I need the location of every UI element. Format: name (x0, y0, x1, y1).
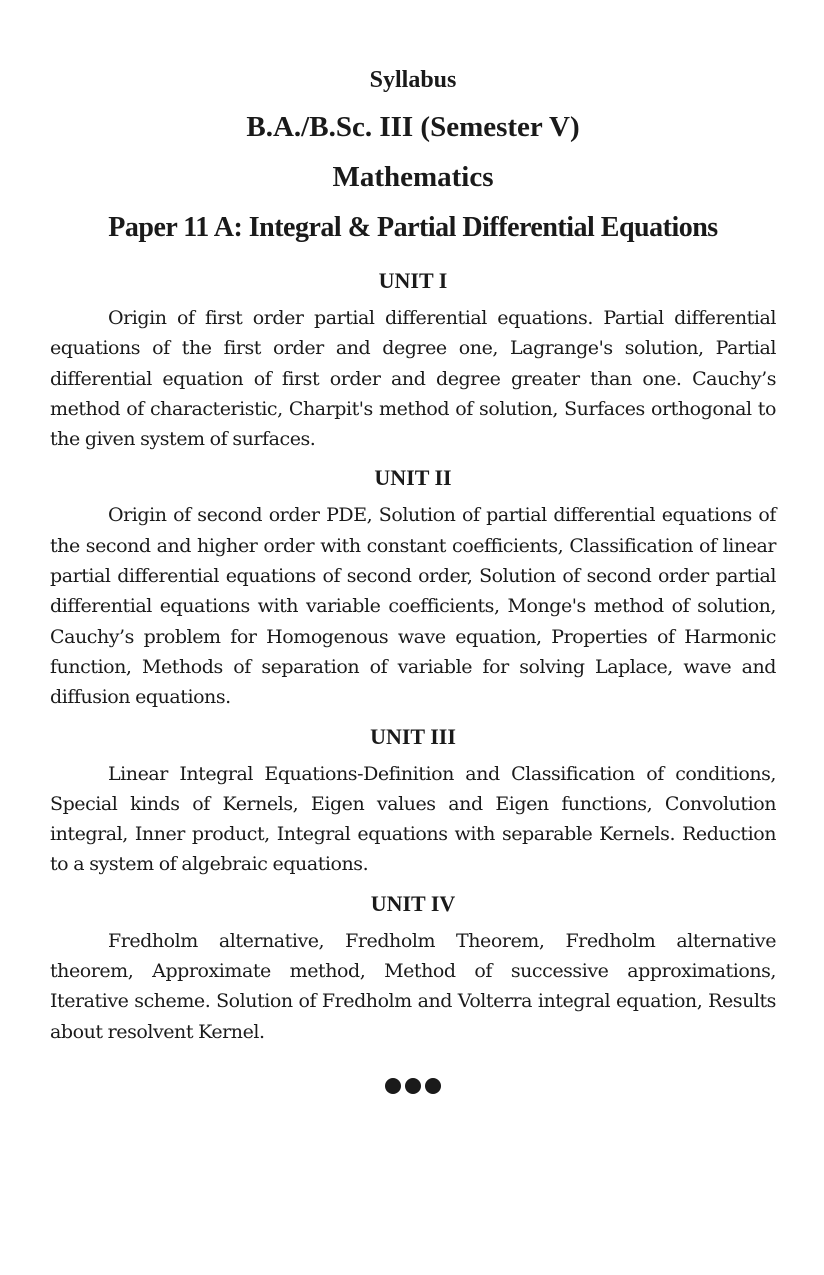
unit-3-description: Linear Integral Equations-Definition and Classification of conditions, Special kinds of Kernels, Eigen values and Eigen functions, Convolution integral, Inner product, Integral equations with separable Kernels. Reduction to a system of algebraic equations. (50, 762, 776, 876)
paper-title: Paper 11 A: Integral & Partial Differential Equations (108, 212, 718, 243)
dot-icon (385, 1078, 401, 1094)
end-marker-dots-icon (50, 1077, 776, 1101)
dot-icon (425, 1078, 441, 1094)
unit-2-section (50, 463, 776, 712)
unit-1-description: Origin of first order partial differential equations. Partial differential equations of the first order and degree one, Lagrange's solution, Partial differential equation of first order and degree greater than one. Cauchy’s method of characteristic, Charpit's method of solution, Surfaces orthogonal to the given system of surfaces. (50, 307, 776, 451)
unit-2-description: Origin of second order PDE, Solution of partial differential equations of the second and higher order with constant coefficients, Classification of linear partial differential equations of second order, Solution of second order partial differential equations with variable coefficients, Monge's method of solution, Cauchy’s problem for Homogenous wave equation, Properties of Harmonic function, Methods of separation of variable for solving Laplace, wave and diffusion equations. (50, 504, 776, 709)
course-title: B.A./B.Sc. III (Semester V) (246, 111, 580, 143)
syllabus-page (50, 62, 776, 1101)
unit-4-heading: UNIT IV (370, 890, 456, 916)
unit-3-section (50, 722, 776, 880)
unit-2-heading: UNIT II (374, 465, 452, 491)
subject-title: Mathematics (332, 161, 494, 193)
unit-1-section (50, 266, 776, 454)
dot-icon (405, 1078, 421, 1094)
unit-4-section (50, 889, 776, 1047)
unit-1-heading: UNIT I (378, 268, 448, 293)
syllabus-label: Syllabus (369, 67, 457, 93)
unit-3-heading: UNIT III (370, 723, 456, 749)
unit-4-description: Fredholm alternative, Fredholm Theorem, Fredholm alternative theorem, Approximate method, Method of successive approximations, Iterative scheme. Solution of Fredholm and Volterra integral equation, Results about resolvent Kernel. (50, 929, 776, 1043)
